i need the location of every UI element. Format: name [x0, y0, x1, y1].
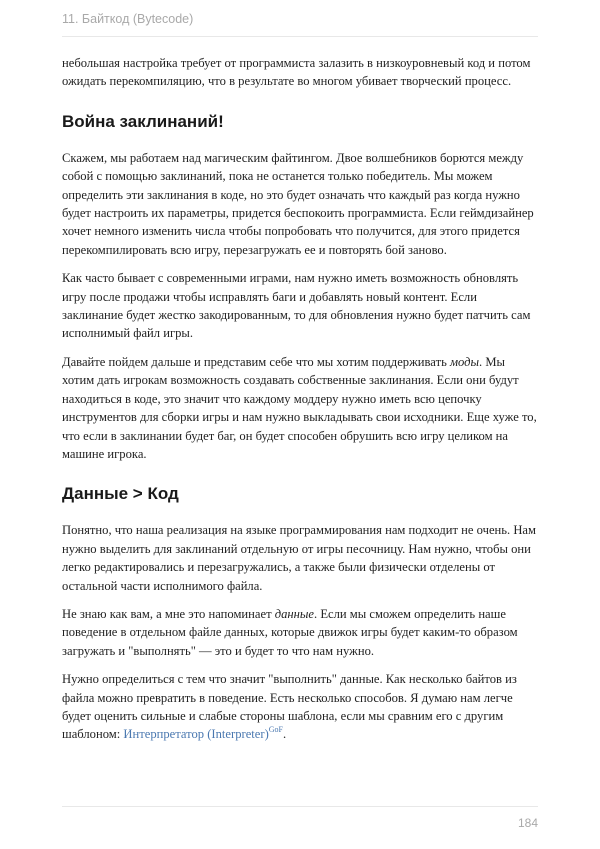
paragraph: небольшая настройка требует от программиста залазить в низкоуровневый код и потом ожидать перекомпиляцию, что в результате во многом убивает творческий процесс.	[62, 56, 531, 89]
paragraph	[62, 353, 538, 463]
section-heading-data-over-code: Данные > Код	[62, 484, 179, 504]
text-run: . Мы хотим дать игрокам возможность создавать собственные заклинания. Если они будут находиться в коде, это значит что каждому моддеру нужно иметь всю цепочку инструментов для сборки игры и нам нужно выкладывать свои исходники. Еще хуже то, что если в заклинании будет баг, он будет способен обрушить всю игру целиком на машине игрока.	[62, 354, 537, 461]
text-run: . Если мы сможем определить наше поведение в отдельном файле данных, которые движок игры будет каким-то образом загружать и "выполнять" — это и будет то что нам нужно.	[62, 606, 518, 658]
interpreter-pattern-link[interactable]: Интерпретатор (Interpreter)	[123, 727, 269, 742]
footer-divider	[62, 806, 538, 807]
page-content	[62, 54, 538, 754]
emphasis-data: данные	[274, 606, 315, 621]
paragraph: Понятно, что наша реализация на языке программирования нам подходит не очень. Нам нужно выделить для заклинаний отдельную от игры песочницу. Нам нужно, чтобы они легко редактировались и перезагружались, а также были физически отделены от остальной части исполнимого файла.	[62, 523, 536, 593]
section-heading-spell-war: Война заклинаний!	[62, 111, 224, 131]
paragraph: Скажем, мы работаем над магическим файтингом. Двое волшебников борются между собой с помощью заклинаний, пока не останется только победитель. Мы можем определить эти заклинания в коде, но это будет означать что каждый раз когда нужно будет настроить их параметры, придется беспокоить программиста. Если геймдизайнер хочет немного изменить числа чтобы попробовать что получится, для этого придется перекомпилировать всю игру, перезагружать ее и повторять бой заново.	[62, 150, 534, 257]
gof-superscript: GoF	[268, 725, 284, 735]
paragraph: Как часто бывает с современными играми, нам нужно иметь возможность обновлять игру после продажи чтобы исправлять баги и добавлять новый контент. Если заклинание будет жестко закодированным, то для обновления нужно будет патчить сам исполнимый файл игры.	[62, 271, 531, 341]
text-run: .	[283, 727, 287, 742]
text-run: Нужно определиться с тем что значит "выполнить" данные. Как несколько байтов из файла можно превратить в поведение. Есть несколько способов. Я думаю нам легче будет оценить сильные и слабые стороны шаблона, если мы сравним его с другим шаблоном:	[62, 672, 517, 742]
paragraph	[62, 605, 538, 660]
paragraph	[62, 670, 538, 744]
text-run: Давайте пойдем дальше и представим себе что мы хотим поддерживать	[62, 354, 450, 369]
emphasis-mods: моды	[449, 354, 480, 369]
header-divider	[62, 36, 538, 37]
running-header: 11. Байткод (Bytecode)	[62, 12, 194, 26]
text-run: Не знаю как вам, а мне это напоминает	[62, 606, 275, 621]
page-number: 184	[517, 816, 538, 830]
